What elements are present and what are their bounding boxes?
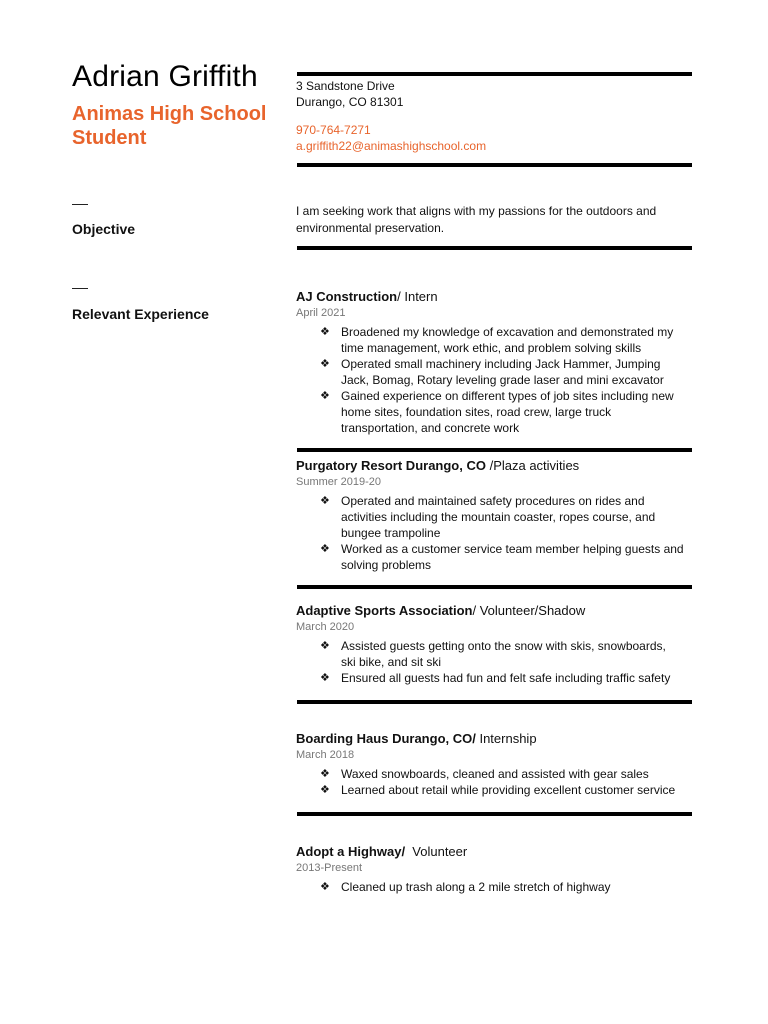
bullet-line: home sites, foundation sites, road crew, large truck xyxy=(341,405,612,419)
bullet-icon: ❖ xyxy=(320,768,330,780)
email-address[interactable]: a.griffith22@animashighschool.com xyxy=(296,139,487,153)
objective-dash xyxy=(72,204,88,205)
job-title xyxy=(296,843,692,860)
bullet-icon: ❖ xyxy=(320,543,330,555)
divider-rule xyxy=(297,163,692,167)
job-role: Internship xyxy=(475,731,537,746)
list-item xyxy=(296,670,692,686)
experience-entry xyxy=(296,730,692,798)
objective-line: environmental preservation. xyxy=(296,221,445,235)
applicant-name: Adrian Griffith xyxy=(72,60,258,93)
bullet-icon: ❖ xyxy=(320,881,330,893)
bullet-icon: ❖ xyxy=(320,640,330,652)
job-org: Adaptive Sports Association xyxy=(296,603,473,618)
divider-rule xyxy=(297,700,692,704)
job-bullets xyxy=(296,638,692,686)
bullet-line: Cleaned up trash along a 2 mile stretch of highway xyxy=(341,880,611,894)
job-role: /Plaza activities xyxy=(485,458,580,473)
job-role: Volunteer xyxy=(405,844,468,859)
job-role: / Volunteer/Shadow xyxy=(472,603,586,618)
bullet-icon: ❖ xyxy=(320,784,330,796)
list-item xyxy=(296,782,692,798)
list-item xyxy=(296,493,692,541)
bullet-icon: ❖ xyxy=(320,326,330,338)
bullet-line: transportation, and concrete work xyxy=(341,421,520,435)
job-title xyxy=(296,730,692,747)
job-date: 2013-Present xyxy=(296,862,363,874)
bullet-icon: ❖ xyxy=(320,672,330,684)
bullet-line: solving problems xyxy=(341,558,432,572)
bullet-line: Worked as a customer service team member helping guests and xyxy=(341,542,684,556)
divider-rule xyxy=(297,812,692,816)
objective-line: I am seeking work that aligns with my passions for the outdoors and xyxy=(296,204,657,218)
bullet-line: Operated and maintained safety procedures on rides and xyxy=(341,494,645,508)
experience-dash xyxy=(72,288,88,289)
bullet-line: Ensured all guests had fun and felt safe including traffic safety xyxy=(341,671,671,685)
bullet-line: bungee trampoline xyxy=(341,526,441,540)
address-line-1: 3 Sandstone Drive xyxy=(296,79,395,93)
experience-label: Relevant Experience xyxy=(72,306,209,322)
bullet-icon: ❖ xyxy=(320,390,330,402)
job-bullets xyxy=(296,879,692,895)
bullet-line: Waxed snowboards, cleaned and assisted with gear sales xyxy=(341,767,649,781)
bullet-line: Gained experience on different types of job sites including new xyxy=(341,389,674,403)
bullet-line: time management, work ethic, and problem solving skills xyxy=(341,341,642,355)
list-item xyxy=(296,879,692,895)
divider-rule xyxy=(297,246,692,250)
list-item xyxy=(296,388,692,436)
job-role: / Intern xyxy=(397,289,438,304)
job-date: Summer 2019-20 xyxy=(296,476,381,488)
bullet-line: Learned about retail while providing excellent customer service xyxy=(341,783,676,797)
job-org: Boarding Haus Durango, CO/ xyxy=(296,731,476,746)
job-title xyxy=(296,457,692,474)
bullet-line: Assisted guests getting onto the snow with skis, snowboards, xyxy=(341,639,666,653)
list-item xyxy=(296,638,692,670)
job-date: March 2018 xyxy=(296,749,355,761)
divider-rule xyxy=(297,448,692,452)
bullet-line: Jack, Bomag, Rotary leveling grade laser and mini excavator xyxy=(341,373,664,387)
job-date: March 2020 xyxy=(296,621,355,633)
job-title xyxy=(296,602,692,619)
experience-entry xyxy=(296,843,692,895)
divider-rule xyxy=(297,585,692,589)
phone-number: 970-764-7271 xyxy=(296,123,371,137)
experience-entry xyxy=(296,602,692,686)
bullet-line: ski bike, and sit ski xyxy=(341,655,442,669)
job-org: Purgatory Resort Durango, CO xyxy=(296,458,486,473)
objective-text xyxy=(296,203,686,237)
list-item xyxy=(296,324,692,356)
job-date: April 2021 xyxy=(296,307,346,319)
job-org: Adopt a Highway/ xyxy=(296,844,406,859)
list-item xyxy=(296,766,692,782)
job-bullets xyxy=(296,493,692,573)
applicant-subtitle: Animas High School Student xyxy=(72,103,267,149)
bullet-line: activities including the mountain coaster, ropes course, and xyxy=(341,510,656,524)
experience-entry xyxy=(296,457,692,573)
objective-label: Objective xyxy=(72,221,136,237)
job-title xyxy=(296,288,692,305)
job-org: AJ Construction xyxy=(296,289,398,304)
job-bullets xyxy=(296,766,692,798)
bullet-line: Operated small machinery including Jack Hammer, Jumping xyxy=(341,357,661,371)
bullet-line: Broadened my knowledge of excavation and demonstrated my xyxy=(341,325,674,339)
experience-entry xyxy=(296,288,692,436)
address-line-2: Durango, CO 81301 xyxy=(296,95,404,109)
bullet-icon: ❖ xyxy=(320,358,330,370)
list-item xyxy=(296,541,692,573)
job-bullets xyxy=(296,324,692,436)
list-item xyxy=(296,356,692,388)
bullet-icon: ❖ xyxy=(320,495,330,507)
divider-rule xyxy=(297,72,692,76)
